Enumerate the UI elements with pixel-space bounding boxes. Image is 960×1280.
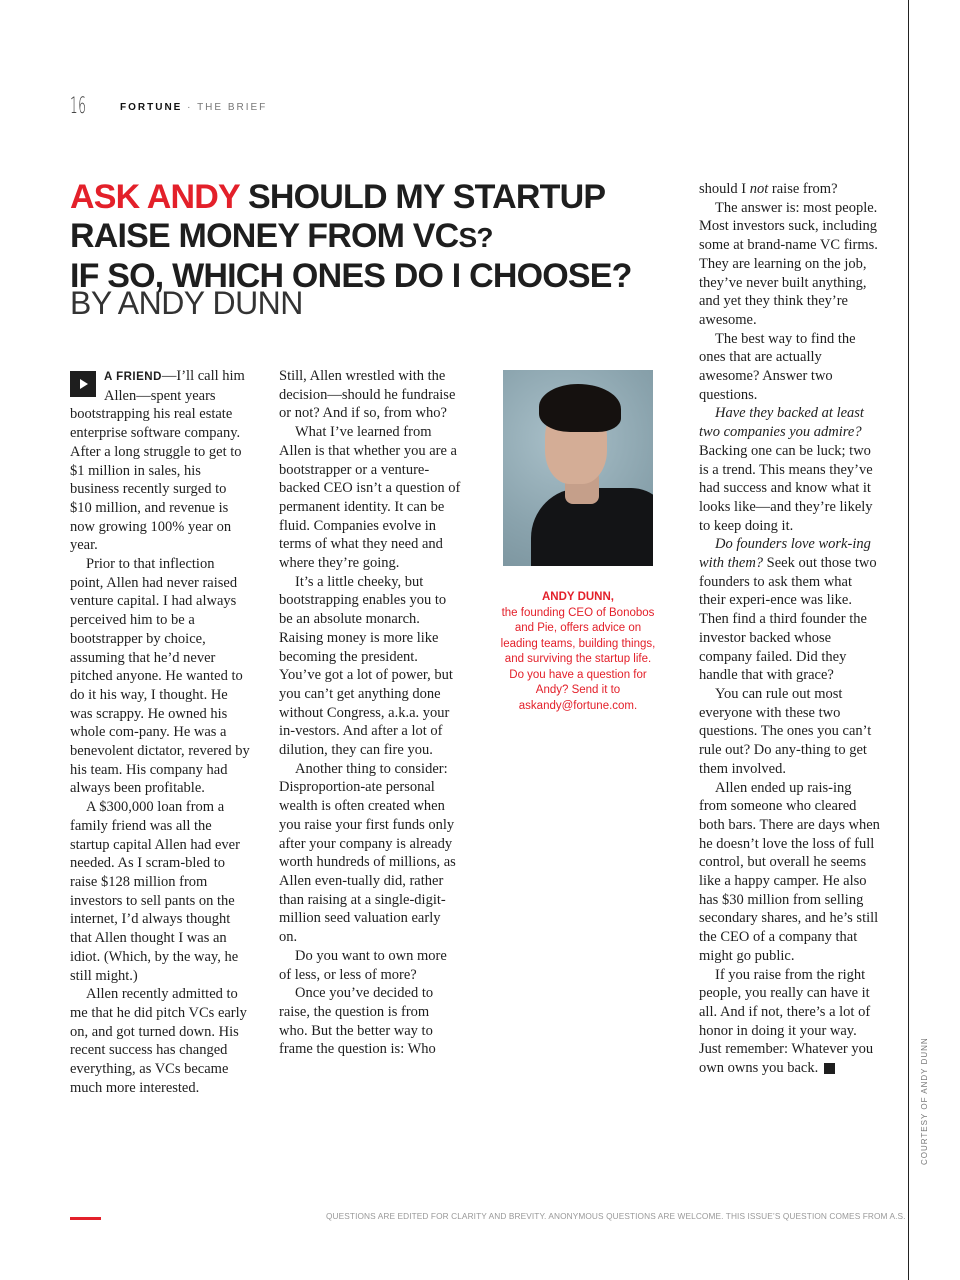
- paragraph-text: Backing one can be luck; two is a trend. This means they’ve had success and know what it looks like—and they’re likely to keep doing it.: [699, 442, 873, 534]
- caption-name: ANDY DUNN,: [542, 591, 614, 603]
- paragraph: The best way to find the ones that are actually awesome? Answer two questions.: [699, 330, 856, 403]
- headline-line2-small: S?: [458, 222, 493, 253]
- paragraph: The answer is: most people. Most investors suck, including some at brand-name VC firms. They are learning on the job, they’ve never built anything, and yet they think they’re awesome.: [699, 199, 878, 328]
- paragraph: Do you want to own more of less, or less of more?: [279, 947, 447, 983]
- paragraph: Prior to that inflection point, Allen had never raised venture capital. I had always perceived him to be a bootstrapper by choice, assuming that he’d never pitched anyone. He wanted to do it his way, I thought. He was scrappy. He owned his whole com-pany. He was a benevolent dictator, revered by his team. His company had always been profitable.: [70, 556, 250, 797]
- paragraph: [699, 535, 881, 685]
- page-number: 16: [70, 94, 87, 119]
- paragraph: Once you’ve decided to raise, the question is from who. But the better way to frame the question is: Who: [279, 985, 436, 1058]
- headline: [70, 178, 670, 296]
- paragraph: Still, Allen wrestled with the decision—should he fundraise or not? And if so, from who?: [279, 368, 456, 422]
- paragraph-text: —I’ll call him Allen—spent years bootstrapping his real estate enterprise software company. After a long struggle to get to $1 million in sales, his business recently surged to $10 million, and revenue is now growing 100% year on year.: [70, 368, 245, 554]
- paragraph: [699, 966, 881, 1078]
- paragraph: [70, 367, 250, 555]
- paragraph: Allen recently admitted to me that he did pitch VCs early on, and got turned down. His recent success has changed everything, as VCs became much more interested.: [70, 986, 247, 1096]
- article-column-1: [70, 367, 250, 1097]
- headline-line3: IF SO, WHICH ONES DO I CHOOSE?: [70, 257, 632, 295]
- emphasis: Do founders love work-ing with them?: [699, 536, 871, 572]
- paragraph-text: Seek out those two founders to ask them what their experi-ence was like. Then find a third founder the investor backed whose company failed. Did they handle that with grace?: [699, 555, 877, 684]
- column-title: ASK ANDY: [70, 178, 240, 216]
- paragraph-text: If you raise from the right people, you really can have it all. And if not, there’s a lot of honor in doing it your way. Just remember: Whatever you own owns you back.: [699, 966, 874, 1077]
- paragraph: [699, 404, 881, 535]
- section-label: [120, 102, 267, 113]
- paragraph: A $300,000 loan from a family friend was all the startup capital Allen had ever needed. As I scram-bled to raise $128 million from investors to sell pants on the internet, I’d always thought that Allen thought I was an idiot. (Which, by the way, he still might.): [70, 799, 240, 984]
- emphasis: Have they backed at least two companies you admire?: [699, 405, 864, 441]
- paragraph-text: raise from?: [768, 181, 838, 197]
- photo-credit: COURTESY OF ANDY DUNN: [920, 1037, 929, 1165]
- paragraph: It’s a little cheeky, but bootstrapping enables you to be an absolute monarch. Raising money is more like becoming the president. You’ve got a lot of power, but you can’t get anything done without Congress, a.k.a. your in-vestors. And after a lot of dilution, they can fire you.: [279, 573, 453, 759]
- footer-note: QUESTIONS ARE EDITED FOR CLARITY AND BREVITY. ANONYMOUS QUESTIONS ARE WELCOME. THIS ISSUE’S QUESTION COMES FROM A.S.: [326, 1211, 906, 1221]
- paragraph-text: should I: [699, 181, 750, 197]
- paragraph: Allen ended up rais-ing from someone who cleared both bars. There are days when he doesn’t love the loss of full control, but overall he seems like a happy camper. He also has $30 million from selling secondary shares, and he’s still the CEO of a company that might go public.: [699, 779, 880, 964]
- photo-hair: [539, 384, 621, 432]
- caption-text: the founding CEO of Bonobos and Pie, offers advice on leading teams, building things, and surviving the startup life. Do you have a question for Andy? Send it to askandy@fortune.com.: [500, 606, 656, 712]
- paragraph: [699, 180, 881, 199]
- page-edge-rule: [908, 0, 909, 1280]
- paragraph: What I’ve learned from Allen is that whether you are a bootstrapper or a venture-backed CEO isn’t a question of permanent identity. It can be fluid. Companies evolve in terms of what they need and where they’re going.: [279, 424, 461, 572]
- end-mark-icon: F: [824, 1063, 835, 1074]
- footer-accent-rule: [70, 1217, 101, 1220]
- article-column-2: [279, 367, 461, 1059]
- author-photo: [503, 370, 653, 566]
- article-column-4: [699, 180, 881, 1078]
- byline: BY ANDY DUNN: [70, 285, 303, 321]
- section-name: THE BRIEF: [197, 102, 268, 113]
- play-icon: [70, 371, 96, 397]
- paragraph: You can rule out most everyone with these two questions. The ones you can’t rule out? Do any-thing to get them involved.: [699, 685, 872, 777]
- headline-line1: SHOULD MY STARTUP: [239, 178, 606, 216]
- headline-line2: RAISE MONEY FROM VC: [70, 217, 459, 255]
- header-separator: ·: [182, 102, 198, 113]
- paragraph: Another thing to consider: Disproportion-ate personal wealth is often created when you raise your first funds only after your company is already worth hundreds of millions, as Allen even-tually did, rather than raising at a single-digit-million seed valuation early on.: [279, 760, 456, 946]
- lead-in: A FRIEND: [104, 371, 162, 383]
- magazine-name: FORTUNE: [120, 102, 183, 113]
- emphasis: not: [749, 181, 769, 197]
- author-caption: [498, 590, 658, 714]
